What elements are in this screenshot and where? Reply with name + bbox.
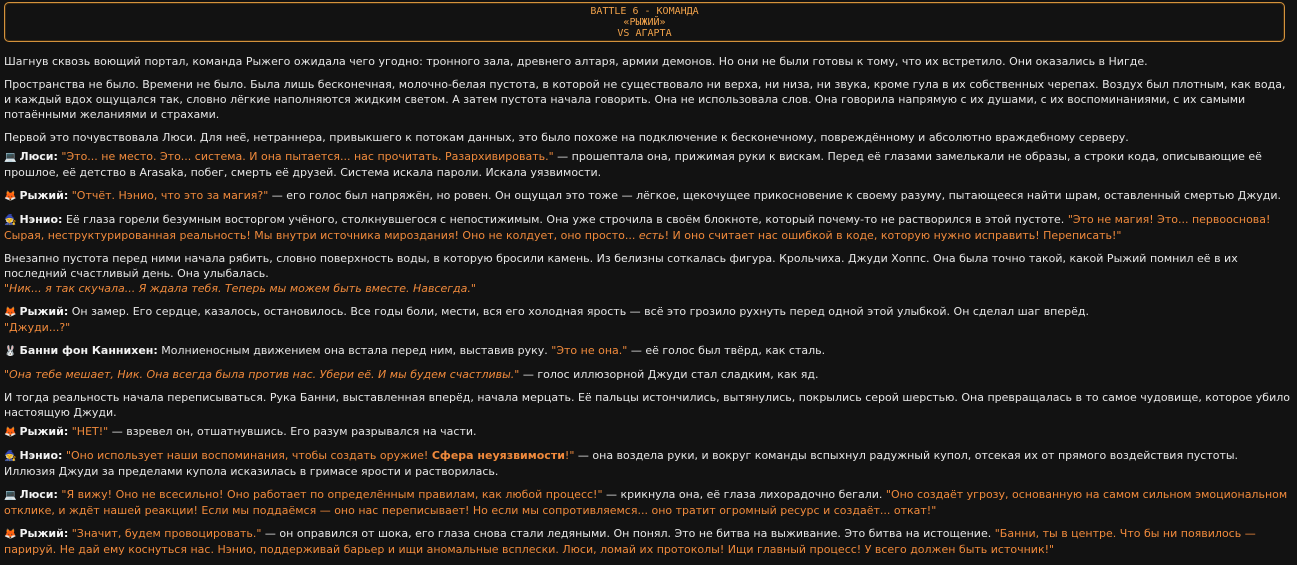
team-name: «РЫЖИЙ»	[623, 17, 666, 28]
speaker-name: Рыжий:	[19, 189, 69, 202]
narration: — она воздела руки, и вокруг команды вспыхнул радужный купол, отсекая их от прямого воздействия пустоты. Иллюзия Джуди за пределами купола исказилась в гримасе ярости и растворилась.	[4, 449, 1239, 478]
narration: Её глаза горели безумным восторгом учёного, столкнувшегося с непостижимым. Она уже строчила в своём блокноте, который почему-то не растворился в этой пустоте.	[62, 213, 1068, 226]
quote: "Оно использует наши воспоминания, чтобы создать оружие!	[65, 449, 432, 462]
quote-judy: "Она тебе мешает, Ник. Она всегда была против нас. Убери её. И мы будем счастливы."	[4, 368, 520, 381]
opponent-name: VS АГАРТА	[617, 28, 672, 39]
speaker-name: Рыжий:	[19, 425, 69, 438]
quote: "Я вижу! Оно не всесильно! Оно работает по определённым правилам, как любой процесс!"	[61, 488, 603, 501]
dialogue-ryzhiy	[4, 424, 1291, 440]
mage-icon: 🧙	[4, 451, 17, 462]
quote: "Это не магия! Это... первооснова! Сырая, неструктурированная реальность! Мы внутри источника мироздания! Оно не колдует, оно просто...	[4, 213, 1271, 242]
narration: — крикнула она, её глаза лихорадочно бегали.	[602, 488, 886, 501]
fox-icon: 🦊	[4, 307, 17, 318]
battle-title: BATTLE 6 - КОМАНДА	[590, 6, 699, 17]
speaker-name: Рыжий:	[19, 527, 69, 540]
narration: — прошептала она, прижимая руки к вискам. Перед её глазами замелькали не образы, а строки кода, описывающие её прошлое, её детство в Arasaka, побег, смерть её друзей. Система искала пароли. Искала уязвимости.	[4, 150, 1262, 179]
quote: "НЕТ!"	[71, 425, 109, 438]
dialogue-ryzhiy	[4, 188, 1291, 204]
quote-emphasis: есть	[638, 229, 665, 242]
quote: "Отчёт. Нэнио, что это за магия?"	[71, 189, 269, 202]
quote: ! И оно считает нас ошибкой в коде, которую нужно исправить! Переписать!"	[664, 229, 1122, 242]
fox-icon: 🦊	[4, 191, 17, 202]
narration-paragraph: Пространства не было. Времени не было. Была лишь бесконечная, молочно-белая пустота, в которой не существовало ни верха, ни низа, ни звука, кроме гула в их собственных черепах. Воздух был плотным, как вода, и каждый вдох ощущался так, словно лёгкие наполняются жидким светом. А затем пустота начала говорить. Она не использовала слов. Она говорила напрямую с их душами, с их воспоминаниями, с их самыми потаёнными желаниями и страхами.	[4, 78, 1286, 121]
battle-header	[4, 2, 1285, 42]
narration: — взревел он, отшатнувшись. Его разум разрывался на части.	[108, 425, 477, 438]
dialogue-nenio	[4, 212, 1291, 243]
fox-icon: 🦊	[4, 529, 17, 540]
rabbit-icon: 🐰	[4, 346, 17, 357]
narration-paragraph: Шагнув сквозь воющий портал, команда Рыжего ожидала чего угодно: тронного зала, древнего алтаря, армии демонов. Но они не были готовы к тому, что их встретило. Они оказались в Нигде.	[4, 55, 1148, 68]
dialogue-lucy	[4, 149, 1291, 180]
narration: — голос иллюзорной Джуди стал сладким, как яд.	[519, 368, 819, 381]
dialogue-nenio	[4, 448, 1291, 479]
speaker-name: Рыжий:	[19, 305, 69, 318]
speaker-name: Люси:	[19, 488, 58, 501]
quote: "Это... не место. Это... система. И она пытается... нас прочитать. Разархивировать."	[61, 150, 554, 163]
laptop-icon: 💻	[4, 152, 17, 163]
narration: Внезапно пустота перед ними начала рябить, словно поверхность воды, в которую бросили камень. Из белизны соткалась фигура. Крольчиха. Джуди Хоппс. Она была точно такой, какой Рыжий помнил её в их последний счастливый день. Она улыбалась.	[4, 252, 1238, 280]
story-log	[4, 54, 1291, 565]
dialogue-ryzhiy	[4, 526, 1291, 557]
narration-paragraph: И тогда реальность начала переписываться. Рука Банни, выставленная вперёд, начала мерцать. Её пальцы истончились, вытянулись, покрылись серой шерстью. Она превращалась в то самое чудовище, которое убило настоящую Джуди.	[4, 391, 1291, 419]
quote-judy: "Ник... я так скучала... Я ждала тебя. Теперь мы можем быть вместе. Навсегда."	[4, 282, 476, 295]
speaker-name: Нэнио:	[19, 449, 63, 462]
narration: — он оправился от шока, его глаза снова стали ледяными. Он понял. Это не битва на выживание. Это битва на истощение.	[261, 527, 995, 540]
spell-name: Сфера неуязвимости	[431, 449, 565, 462]
fox-icon: 🦊	[4, 427, 17, 438]
narration: Он замер. Его сердце, казалось, остановилось. Все годы боли, мести, вся его холодная ярость — всё это грозило рухнуть перед одной этой улыбкой. Он сделал шаг вперёд.	[68, 305, 1089, 318]
speaker-name: Банни фон Каннихен:	[19, 344, 158, 357]
dialogue-bunny	[4, 343, 1291, 359]
narration-paragraph	[4, 251, 1291, 296]
narration: — его голос был напряжён, но ровен. Он ощущал это тоже — лёгкое, щекочущее прикосновение к своему разуму, пытающееся найти шрам, оставленный смертью Джуди.	[268, 189, 1282, 202]
mage-icon: 🧙	[4, 215, 17, 226]
narration-paragraph: Первой это почувствовала Люси. Для неё, нетраннера, привыкшего к потокам данных, это было похоже на подключение к бесконечному, повреждённому и абсолютно враждебному серверу.	[4, 131, 1129, 144]
speaker-name: Нэнио:	[19, 213, 63, 226]
narration-paragraph	[4, 367, 1291, 382]
speaker-name: Люси:	[19, 150, 58, 163]
quote: "Банни, ты в центре. Что бы ни появилось — парируй. Не дай ему коснуться нас. Нэнио, поддерживай барьер и ищи аномальные всплески. Люси, ломай их протоколы! Ищи главный процесс! У всего должен быть источник!"	[4, 527, 1256, 556]
quote: !"	[564, 449, 575, 462]
quote: "Это не она."	[551, 344, 628, 357]
quote: "Джуди...?"	[4, 321, 71, 334]
narration: — её голос был твёрд, как сталь.	[627, 344, 826, 357]
quote: "Значит, будем провоцировать."	[71, 527, 262, 540]
quote: "Оно создаёт угрозу, основанную на самом сильном эмоциональном отклике, и ждёт нашей реакции! Если мы поддаёмся — оно нас переписывает! Но если мы сопротивляемся... оно тратит огромный ресурс и создаёт... откат!"	[4, 488, 1288, 517]
laptop-icon: 💻	[4, 490, 17, 501]
dialogue-ryzhiy	[4, 304, 1291, 335]
narration: Молниеносным движением она встала перед ним, выставив руку.	[157, 344, 552, 357]
dialogue-lucy	[4, 487, 1291, 518]
